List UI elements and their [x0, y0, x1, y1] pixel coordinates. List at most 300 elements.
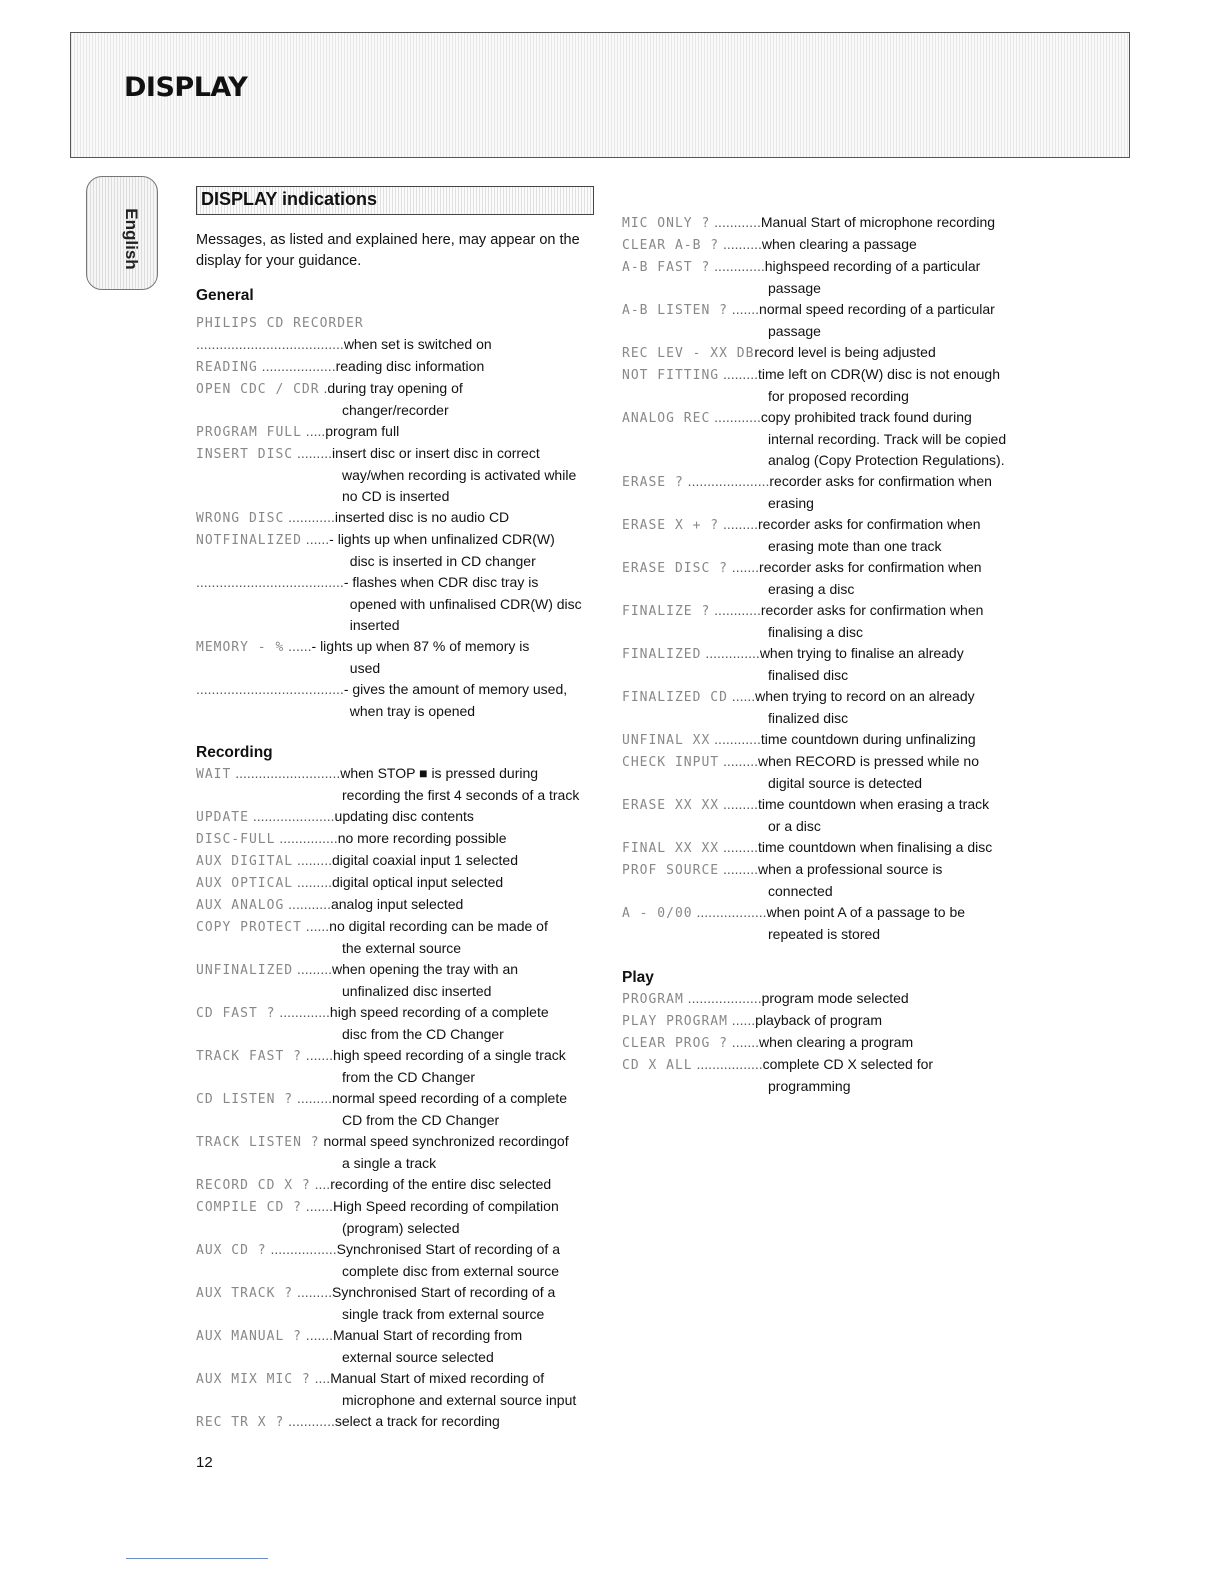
display-message-entry: [622, 557, 1032, 600]
display-message-entry: [622, 600, 1032, 643]
intro-text: [196, 230, 596, 272]
entry-line: [622, 364, 1032, 386]
entry-description-cont: erasing mote than one track: [768, 538, 942, 554]
dot-leader: .......: [727, 559, 760, 575]
display-code: AUX CD ?: [196, 1243, 267, 1258]
entry-line: [196, 1174, 606, 1196]
entry-description-cont: when tray is opened: [342, 703, 476, 719]
entry-description: program mode selected: [761, 990, 909, 1006]
entry-description-cont: recording the first 4 seconds of a track: [342, 787, 580, 803]
section-title-box: [196, 186, 594, 215]
display-code: CLEAR PROG ?: [622, 1036, 728, 1051]
display-message-entry: [622, 514, 1032, 557]
display-code: CHECK INPUT: [622, 755, 720, 770]
display-code: ANALOG REC: [622, 411, 711, 426]
dot-leader: ....: [310, 1176, 331, 1192]
left-column: [196, 285, 606, 1433]
entry-description-cont: erasing: [768, 495, 814, 511]
display-message-entry: [196, 378, 606, 421]
dot-leader: .......: [301, 1047, 334, 1063]
entry-description: when clearing a program: [759, 1034, 914, 1050]
display-message-entry: [196, 1131, 606, 1174]
display-message-entry: [196, 1196, 606, 1239]
display-message-entry: [622, 902, 1032, 945]
entry-line: [196, 636, 606, 658]
entry-line: [622, 643, 1032, 665]
entry-description: when trying to record on an already: [755, 688, 975, 704]
entry-line: [196, 507, 606, 529]
display-message-entry: [196, 312, 606, 334]
display-message-entry: [622, 988, 1032, 1010]
dot-leader: ......: [727, 1012, 756, 1028]
display-code: ERASE ?: [622, 475, 684, 490]
display-code: PLAY PROGRAM: [622, 1014, 728, 1029]
entry-description-cont: from the CD Changer: [342, 1069, 476, 1085]
page-number: 12: [196, 1454, 213, 1471]
dot-leader: .........: [719, 796, 758, 812]
entry-line: [622, 407, 1032, 429]
display-code: AUX OPTICAL: [196, 876, 294, 891]
display-code: FINALIZE ?: [622, 604, 711, 619]
entry-description: Manual Start of microphone recording: [760, 214, 996, 230]
dot-leader: .........: [719, 366, 758, 382]
entry-description: - gives the amount of memory used,: [343, 681, 568, 697]
dot-leader: .......: [301, 1198, 334, 1214]
entry-description: time countdown when finalising a disc: [758, 839, 993, 855]
display-code: AUX DIGITAL: [196, 854, 294, 869]
dot-leader: .......: [727, 1034, 760, 1050]
dot-leader: ............: [710, 409, 761, 425]
entry-description: complete CD X selected for: [762, 1056, 934, 1072]
display-code: PROF SOURCE: [622, 863, 720, 878]
display-code: DISC-FULL: [196, 832, 276, 847]
entry-description-cont: a single a track: [342, 1155, 437, 1171]
display-message-entry: [196, 1368, 606, 1411]
entry-line: [196, 1088, 606, 1110]
display-message-entry: [196, 1282, 606, 1325]
entry-line: [622, 299, 1032, 321]
display-code: AUX MANUAL ?: [196, 1329, 302, 1344]
display-code: OPEN CDC / CDR: [196, 382, 320, 397]
display-message-entry: [622, 299, 1032, 342]
entry-line: [622, 234, 1032, 256]
display-message-entry: [196, 356, 606, 378]
entry-description: program full: [325, 423, 400, 439]
entry-line: [622, 837, 1032, 859]
entry-description-cont: no CD is inserted: [342, 488, 450, 504]
entry-description: normal speed recording of a particular: [759, 301, 995, 317]
display-code: PHILIPS CD RECORDER: [196, 316, 364, 331]
dot-leader: .........: [293, 874, 332, 890]
entry-description-cont: finalising a disc: [768, 624, 863, 640]
entry-description-cont: internal recording. Track will be copied: [768, 431, 1007, 447]
entry-line: [622, 514, 1032, 536]
dot-leader: .........: [719, 839, 758, 855]
entry-description: when RECORD is pressed while no: [758, 753, 979, 769]
entry-description: when trying to finalise an already: [759, 645, 964, 661]
display-message-entry: [196, 1239, 606, 1282]
entry-line: [196, 1196, 606, 1218]
entry-line: [196, 679, 606, 701]
entry-line: [196, 1131, 606, 1153]
display-message-entry: [196, 679, 606, 722]
entry-line: [196, 806, 606, 828]
entry-line: [196, 572, 606, 594]
entry-description-cont: analog (Copy Protection Regulations).: [768, 452, 1005, 468]
entry-line: [622, 859, 1032, 881]
entry-description: no digital recording can be made of: [329, 918, 548, 934]
dot-leader: .............: [275, 1004, 330, 1020]
entry-line: [622, 902, 1032, 924]
entry-description-cont: changer/recorder: [342, 402, 449, 418]
entry-description: reading disc information: [335, 358, 485, 374]
dot-leader: ..................: [692, 904, 767, 920]
entry-description: Synchronised Start of recording of a: [332, 1284, 556, 1300]
entry-description-cont: the external source: [342, 940, 462, 956]
entry-line: [196, 1239, 606, 1261]
entry-description: Manual Start of mixed recording of: [330, 1370, 545, 1386]
intro-line: display for your guidance.: [196, 253, 362, 269]
display-message-entry: [622, 407, 1032, 471]
entry-description-cont: passage: [768, 280, 821, 296]
display-message-entry: [196, 1411, 606, 1433]
dot-leader: .........: [719, 753, 758, 769]
entry-description: when a professional source is: [758, 861, 943, 877]
display-code: CD X ALL: [622, 1058, 693, 1073]
dot-leader: ...................: [683, 990, 762, 1006]
entry-description: High Speed recording of compilation: [333, 1198, 559, 1214]
dot-leader: ............: [710, 214, 761, 230]
display-code: A-B FAST ?: [622, 260, 711, 275]
entry-line: [622, 794, 1032, 816]
dot-leader: ......: [301, 918, 330, 934]
display-code: MIC ONLY ?: [622, 216, 711, 231]
entry-description-cont: connected: [768, 883, 833, 899]
display-message-entry: [622, 794, 1032, 837]
display-code: PROGRAM FULL: [196, 425, 302, 440]
dot-leader: ...........................: [231, 765, 341, 781]
display-code: AUX MIX MIC ?: [196, 1372, 311, 1387]
dot-leader: .....................: [248, 808, 335, 824]
dot-leader: ............: [284, 1413, 335, 1429]
dot-leader: ......: [301, 531, 330, 547]
display-message-entry: [196, 1002, 606, 1045]
entry-line: [196, 763, 606, 785]
display-code: ERASE XX XX: [622, 798, 720, 813]
footer-rule: [126, 1558, 268, 1559]
entry-description: - flashes when CDR disc tray is: [343, 574, 539, 590]
display-message-entry: [196, 421, 606, 443]
display-code: A-B LISTEN ?: [622, 303, 728, 318]
subsection-heading: Recording: [196, 744, 273, 761]
display-message-entry: [622, 1010, 1032, 1032]
entry-description: recording of the entire disc selected: [330, 1176, 552, 1192]
dot-leader: ...........: [284, 896, 331, 912]
entry-description: high speed recording of a complete: [329, 1004, 549, 1020]
entry-description: playback of program: [755, 1012, 882, 1028]
subsection-heading: Play: [622, 969, 654, 986]
display-message-entry: [622, 234, 1032, 256]
display-code: UNFINALIZED: [196, 963, 294, 978]
display-message-entry: [196, 1088, 606, 1131]
entry-description: when point A of a passage to be: [766, 904, 966, 920]
dot-leader: ......: [727, 688, 756, 704]
display-message-entry: [622, 212, 1032, 234]
entry-line: [196, 1411, 606, 1433]
dot-leader: .: [319, 380, 328, 396]
entry-description: digital optical input selected: [332, 874, 504, 890]
entry-description: recorder asks for confirmation when: [760, 602, 984, 618]
display-code: TRACK LISTEN ?: [196, 1135, 320, 1150]
entry-line: [196, 872, 606, 894]
dot-leader: ............: [710, 731, 761, 747]
display-code: ERASE X + ?: [622, 518, 720, 533]
dot-leader: .................: [692, 1056, 763, 1072]
dot-leader: .................: [266, 1241, 337, 1257]
display-code: TRACK FAST ?: [196, 1049, 302, 1064]
entry-description-cont: disc from the CD Changer: [342, 1026, 504, 1042]
dot-leader: .......: [727, 301, 760, 317]
display-message-entry: [196, 763, 606, 806]
display-code: INSERT DISC: [196, 447, 294, 462]
page-title: DISPLAY: [124, 72, 248, 103]
display-code: MEMORY - %: [196, 640, 285, 655]
display-message-entry: [622, 729, 1032, 751]
entry-description: - lights up when 87 % of memory is: [311, 638, 530, 654]
display-message-entry: [196, 828, 606, 850]
intro-line: Messages, as listed and explained here, may appear on the: [196, 232, 580, 248]
entry-description: record level is being adjusted: [754, 344, 936, 360]
dot-leader: .........: [719, 861, 758, 877]
entry-description-cont: programming: [768, 1078, 851, 1094]
entry-description: when STOP ■ is pressed during: [340, 765, 539, 781]
entry-line: [196, 443, 606, 465]
display-message-entry: [622, 751, 1032, 794]
entry-description: recorder asks for confirmation when: [769, 473, 992, 489]
entry-line: [196, 828, 606, 850]
display-message-entry: [196, 636, 606, 679]
entry-description-cont: disc is inserted in CD changer: [342, 553, 536, 569]
display-code: COMPILE CD ?: [196, 1200, 302, 1215]
display-code: AUX ANALOG: [196, 898, 285, 913]
display-message-entry: [196, 894, 606, 916]
entry-description: when opening the tray with an: [332, 961, 519, 977]
display-message-entry: [196, 1174, 606, 1196]
entry-description-cont: (program) selected: [342, 1220, 460, 1236]
display-code: CLEAR A-B ?: [622, 238, 720, 253]
entry-line: [196, 916, 606, 938]
entry-line: [196, 529, 606, 551]
display-code: FINAL XX XX: [622, 841, 720, 856]
entry-line: [622, 686, 1032, 708]
entry-line: [196, 1282, 606, 1304]
display-message-entry: [196, 334, 606, 356]
entry-description-cont: external source selected: [342, 1349, 494, 1365]
entry-line: [622, 1032, 1032, 1054]
dot-leader: ..........: [719, 236, 762, 252]
entry-description: during tray opening of: [327, 380, 463, 396]
entry-description-cont: repeated is stored: [768, 926, 881, 942]
entry-description: select a track for recording: [334, 1413, 500, 1429]
dot-leader: .........: [293, 1284, 332, 1300]
dot-leader: ..............: [701, 645, 760, 661]
dot-leader: .........: [293, 852, 332, 868]
display-code: REC TR X ?: [196, 1415, 285, 1430]
display-code: WRONG DISC: [196, 511, 285, 526]
dot-leader: ......................................: [196, 574, 344, 590]
entry-line: [622, 212, 1032, 234]
entry-description: inserted disc is no audio CD: [334, 509, 510, 525]
display-message-entry: [196, 1045, 606, 1088]
dot-leader: ............: [284, 509, 335, 525]
entry-description: - lights up when unfinalized CDR(W): [329, 531, 555, 547]
entry-description: updating disc contents: [334, 808, 474, 824]
display-message-entry: [622, 643, 1032, 686]
entry-description-cont: erasing a disc: [768, 581, 855, 597]
entry-line: [622, 751, 1032, 773]
entry-description: recorder asks for confirmation when: [759, 559, 982, 575]
display-message-entry: [622, 364, 1032, 407]
entry-description-cont: way/when recording is activated while: [342, 467, 577, 483]
dot-leader: ......: [284, 638, 312, 654]
entry-description: time left on CDR(W) disc is not enough: [758, 366, 1000, 382]
entry-line: [622, 1010, 1032, 1032]
entry-line: [196, 334, 606, 356]
entry-description: time countdown during unfinalizing: [760, 731, 976, 747]
entry-line: [196, 850, 606, 872]
display-code: ERASE DISC ?: [622, 561, 728, 576]
entry-line: [196, 1368, 606, 1390]
entry-description-cont: passage: [768, 323, 821, 339]
entry-line: [196, 421, 606, 443]
display-message-entry: [196, 850, 606, 872]
display-code: RECORD CD X ?: [196, 1178, 311, 1193]
entry-line: [196, 312, 606, 334]
display-message-entry: [196, 529, 606, 572]
display-message-entry: [622, 859, 1032, 902]
display-code: A - 0/00: [622, 906, 693, 921]
entry-description-cont: inserted: [342, 617, 400, 633]
entry-description: when clearing a passage: [761, 236, 917, 252]
entry-description-cont: CD from the CD Changer: [342, 1112, 500, 1128]
dot-leader: ......................................: [196, 336, 344, 352]
display-code: UPDATE: [196, 810, 249, 825]
display-code: NOT FITTING: [622, 368, 720, 383]
section-title: DISPLAY indications: [201, 189, 378, 209]
entry-description: highspeed recording of a particular: [764, 258, 981, 274]
entry-description: Manual Start of recording from: [333, 1327, 523, 1343]
dot-leader: ....: [310, 1370, 331, 1386]
entry-line: [196, 378, 606, 400]
language-tab: [86, 176, 158, 290]
display-code: NOTFINALIZED: [196, 533, 302, 548]
display-code: FINALIZED CD: [622, 690, 728, 705]
entry-line: [196, 1002, 606, 1024]
entry-line: [196, 356, 606, 378]
entry-description-cont: complete disc from external source: [342, 1263, 560, 1279]
dot-leader: .........: [719, 516, 758, 532]
entry-description: normal speed synchronized recordingof: [323, 1133, 569, 1149]
entry-line: [622, 557, 1032, 579]
dot-leader: .........: [293, 445, 332, 461]
display-message-entry: [622, 1032, 1032, 1054]
display-message-entry: [622, 256, 1032, 299]
dot-leader: ...................: [257, 358, 336, 374]
entry-line: [196, 894, 606, 916]
entry-description: digital coaxial input 1 selected: [332, 852, 519, 868]
display-message-entry: [622, 342, 1032, 364]
display-message-entry: [196, 916, 606, 959]
dot-leader: .....................: [683, 473, 770, 489]
dot-leader: .....: [301, 423, 326, 439]
display-code: READING: [196, 360, 258, 375]
display-message-entry: [196, 959, 606, 1002]
entry-description: when set is switched on: [343, 336, 492, 352]
entry-line: [622, 600, 1032, 622]
entry-description: copy prohibited track found during: [760, 409, 972, 425]
dot-leader: ............: [710, 602, 761, 618]
entry-line: [196, 1045, 606, 1067]
entry-description: normal speed recording of a complete: [332, 1090, 568, 1106]
display-message-entry: [196, 806, 606, 828]
dot-leader: ...............: [275, 830, 338, 846]
entry-description-cont: used: [342, 660, 381, 676]
language-label: English: [122, 208, 141, 270]
entry-line: [622, 988, 1032, 1010]
entry-line: [622, 471, 1032, 493]
dot-leader: .........: [293, 961, 332, 977]
display-message-entry: [622, 837, 1032, 859]
entry-line: [622, 729, 1032, 751]
dot-leader: .......: [301, 1327, 334, 1343]
entry-line: [622, 342, 1032, 364]
display-message-entry: [196, 872, 606, 894]
display-code: FINALIZED: [622, 647, 702, 662]
display-code: WAIT: [196, 767, 232, 782]
dot-leader: .............: [710, 258, 765, 274]
dot-leader: ......................................: [196, 681, 344, 697]
entry-description: insert disc or insert disc in correct: [332, 445, 540, 461]
entry-description: recorder asks for confirmation when: [758, 516, 981, 532]
display-message-entry: [622, 1054, 1032, 1097]
entry-line: [622, 256, 1032, 278]
entry-description-cont: microphone and external source input: [342, 1392, 577, 1408]
dot-leader: .........: [293, 1090, 332, 1106]
entry-line: [196, 959, 606, 981]
display-message-entry: [622, 686, 1032, 729]
entry-description-cont: opened with unfinalised CDR(W) disc: [342, 596, 582, 612]
entry-description: Synchronised Start of recording of a: [336, 1241, 560, 1257]
entry-description-cont: single track from external source: [342, 1306, 545, 1322]
display-code: AUX TRACK ?: [196, 1286, 294, 1301]
entry-description-cont: digital source is detected: [768, 775, 923, 791]
subsection-heading: General: [196, 287, 254, 304]
entry-description-cont: or a disc: [768, 818, 821, 834]
entry-description-cont: unfinalized disc inserted: [342, 983, 492, 999]
entry-description: high speed recording of a single track: [333, 1047, 566, 1063]
entry-line: [196, 1325, 606, 1347]
entry-description-cont: for proposed recording: [768, 388, 909, 404]
display-code: CD FAST ?: [196, 1006, 276, 1021]
display-message-entry: [196, 443, 606, 507]
display-code: COPY PROTECT: [196, 920, 302, 935]
entry-description-cont: finalized disc: [768, 710, 849, 726]
display-code: UNFINAL XX: [622, 733, 711, 748]
display-code: CD LISTEN ?: [196, 1092, 294, 1107]
display-code: REC LEV - XX DB: [622, 346, 755, 361]
entry-description: no more recording possible: [337, 830, 507, 846]
right-column: [622, 212, 1032, 1097]
